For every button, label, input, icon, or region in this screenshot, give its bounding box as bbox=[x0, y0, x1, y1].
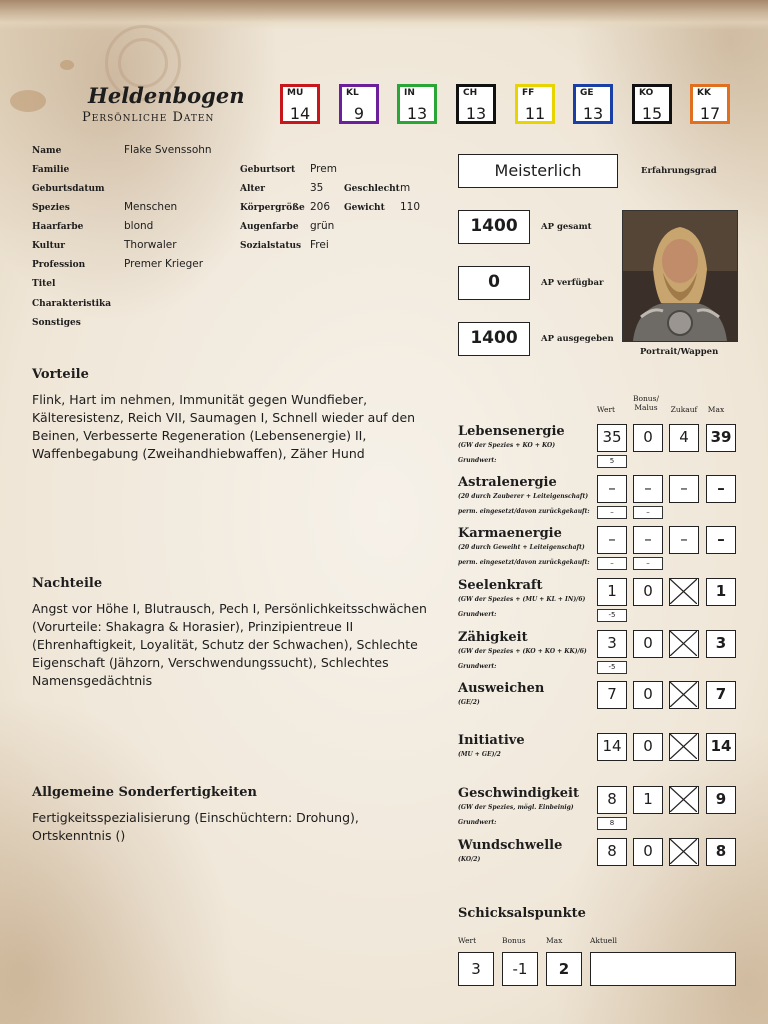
attribute-box-kl[interactable] bbox=[339, 84, 379, 124]
profession-value[interactable]: Premer Krieger bbox=[124, 258, 204, 270]
derived-name: Astralenergie bbox=[458, 475, 557, 490]
attribute-value: 9 bbox=[353, 104, 365, 123]
attribute-value: 11 bbox=[524, 104, 546, 123]
derived-extra-field[interactable]: 8 bbox=[597, 817, 627, 830]
species-value[interactable]: Menschen bbox=[124, 201, 178, 213]
attribute-value: 15 bbox=[641, 104, 663, 123]
age-label: Alter bbox=[240, 184, 266, 194]
derived-formula: (KO/2) bbox=[458, 856, 481, 863]
birthplace-value[interactable]: Prem bbox=[310, 163, 337, 175]
derived-wert-field[interactable]: 1 bbox=[597, 578, 627, 606]
derived-extra-label: Grundwert: bbox=[458, 663, 497, 670]
attribute-value: 17 bbox=[699, 104, 721, 123]
derived-extra-field[interactable]: -5 bbox=[597, 609, 627, 622]
zukauf-crossed-box bbox=[669, 733, 699, 761]
paper-stain bbox=[60, 60, 74, 70]
height-value[interactable]: 206 bbox=[310, 201, 331, 213]
derived-formula: (GW der Spezies + (KO + KO + KK)/6) bbox=[458, 648, 587, 655]
col-header-zukauf: Zukauf bbox=[670, 405, 698, 414]
social-value[interactable]: Frei bbox=[310, 239, 329, 251]
culture-label: Kultur bbox=[32, 241, 66, 251]
special-abilities-title: Allgemeine Sonderfertigkeiten bbox=[32, 785, 257, 800]
derived-name: Karmaenergie bbox=[458, 526, 562, 541]
ap-spent-field[interactable]: 1400 bbox=[458, 322, 530, 356]
sheet-title: Heldenbogen bbox=[88, 83, 245, 108]
zukauf-crossed-box bbox=[669, 630, 699, 658]
derived-formula: (GE/2) bbox=[458, 699, 480, 706]
torn-paper-edge bbox=[0, 0, 768, 30]
derived-bonus-field[interactable]: – bbox=[633, 475, 663, 503]
derived-name: Geschwindigkeit bbox=[458, 786, 579, 801]
fate-bonus-field[interactable]: -1 bbox=[502, 952, 538, 986]
derived-max-field[interactable]: – bbox=[706, 475, 736, 503]
profession-label: Profession bbox=[32, 260, 86, 270]
derived-bonus-field[interactable]: 0 bbox=[633, 733, 663, 761]
decorative-swirl-inner bbox=[118, 38, 168, 88]
attribute-box-kk[interactable] bbox=[690, 84, 730, 124]
fate-wert-label: Wert bbox=[458, 936, 477, 945]
fate-wert-field[interactable]: 3 bbox=[458, 952, 494, 986]
derived-max-field[interactable]: 8 bbox=[706, 838, 736, 866]
ap-total-label: AP gesamt bbox=[541, 222, 592, 232]
zukauf-crossed-box bbox=[669, 578, 699, 606]
portrait-image[interactable] bbox=[622, 210, 738, 342]
derived-zukauf-field[interactable]: 4 bbox=[669, 424, 699, 452]
derived-extra-label: perm. eingesetzt/davon zurückgekauft: bbox=[458, 508, 590, 515]
attribute-key: KK bbox=[697, 88, 711, 98]
derived-extra-label: Grundwert: bbox=[458, 819, 497, 826]
derived-wert-field[interactable]: 7 bbox=[597, 681, 627, 709]
birthdate-label: Geburtsdatum bbox=[32, 184, 105, 194]
fate-max-field[interactable]: 2 bbox=[546, 952, 582, 986]
eyes-label: Augenfarbe bbox=[240, 222, 299, 232]
derived-max-field[interactable]: 7 bbox=[706, 681, 736, 709]
derived-formula: (MU + GE)/2 bbox=[458, 751, 501, 758]
ap-spent-label: AP ausgegeben bbox=[541, 334, 614, 344]
derived-extra-field[interactable]: -5 bbox=[597, 661, 627, 674]
ap-free-label: AP verfügbar bbox=[541, 278, 604, 288]
derived-formula: (GW der Spezies + KO + KO) bbox=[458, 442, 556, 449]
disadvantages-title: Nachteile bbox=[32, 576, 103, 591]
hair-label: Haarfarbe bbox=[32, 222, 84, 232]
attribute-value: 13 bbox=[465, 104, 487, 123]
derived-extra-label: Grundwert: bbox=[458, 457, 497, 464]
name-label: Name bbox=[32, 146, 62, 156]
attribute-key: MU bbox=[287, 88, 304, 98]
derived-max-field[interactable]: 1 bbox=[706, 578, 736, 606]
attribute-box-ko[interactable] bbox=[632, 84, 672, 124]
derived-wert-field[interactable]: – bbox=[597, 526, 627, 554]
derived-zukauf-field[interactable]: – bbox=[669, 475, 699, 503]
height-label: Körpergröße bbox=[240, 203, 305, 213]
name-value[interactable]: Flake Svenssohn bbox=[124, 144, 212, 156]
derived-bonus-field[interactable]: 0 bbox=[633, 838, 663, 866]
age-value[interactable]: 35 bbox=[310, 182, 324, 194]
derived-bonus-field[interactable]: 0 bbox=[633, 681, 663, 709]
zukauf-crossed-box bbox=[669, 786, 699, 814]
experience-level-label: Erfahrungsgrad bbox=[641, 166, 717, 176]
col-header-max: Max bbox=[707, 405, 725, 414]
derived-name: Wundschwelle bbox=[458, 838, 563, 853]
derived-max-field[interactable]: 3 bbox=[706, 630, 736, 658]
derived-extra-label: Grundwert: bbox=[458, 611, 497, 618]
derived-extra-field[interactable]: 5 bbox=[597, 455, 627, 468]
derived-max-field[interactable]: 9 bbox=[706, 786, 736, 814]
misc-label: Sonstiges bbox=[32, 318, 81, 328]
attribute-key: GE bbox=[580, 88, 594, 98]
attribute-box-mu[interactable] bbox=[280, 84, 320, 124]
sex-value[interactable]: m bbox=[400, 182, 411, 194]
sex-label: Geschlecht bbox=[344, 184, 400, 194]
derived-wert-field[interactable]: 3 bbox=[597, 630, 627, 658]
derived-zukauf-field[interactable]: – bbox=[669, 526, 699, 554]
col-header-bonus: Bonus/ Malus bbox=[632, 394, 660, 412]
culture-value[interactable]: Thorwaler bbox=[124, 239, 177, 251]
ap-total-field[interactable]: 1400 bbox=[458, 210, 530, 244]
derived-extra-field[interactable]: – bbox=[633, 506, 663, 519]
attribute-box-ge[interactable] bbox=[573, 84, 613, 124]
experience-level-field[interactable]: Meisterlich bbox=[458, 154, 618, 188]
derived-max-field[interactable]: 14 bbox=[706, 733, 736, 761]
derived-bonus-field[interactable]: – bbox=[633, 526, 663, 554]
paper-stain bbox=[10, 90, 46, 112]
attribute-box-in[interactable] bbox=[397, 84, 437, 124]
zukauf-crossed-box bbox=[669, 838, 699, 866]
advantages-text[interactable]: Flink, Hart im nehmen, Immunität gegen Wundfieber, Kälteresistenz, Reich VII, Saumagen I, Schnell wieder auf den Beinen, Verbesserte Regeneration (Lebensenergie) II, Waffenbegabung (Zweihandhiebwaffen), Zäher Hund bbox=[32, 392, 416, 461]
derived-bonus-field[interactable]: 1 bbox=[633, 786, 663, 814]
derived-wert-field[interactable]: 8 bbox=[597, 786, 627, 814]
col-header-wert: Wert bbox=[596, 405, 616, 414]
fate-aktuell-label: Aktuell bbox=[590, 936, 618, 945]
title-label: Titel bbox=[32, 279, 56, 289]
family-label: Familie bbox=[32, 165, 70, 175]
derived-formula: (20 durch Geweiht + Leiteigenschaft) bbox=[458, 544, 585, 551]
derived-bonus-field[interactable]: 0 bbox=[633, 578, 663, 606]
derived-bonus-field[interactable]: 0 bbox=[633, 630, 663, 658]
derived-wert-field[interactable]: 8 bbox=[597, 838, 627, 866]
derived-name: Ausweichen bbox=[458, 681, 545, 696]
fate-aktuell-field[interactable] bbox=[590, 952, 736, 986]
birthplace-label: Geburtsort bbox=[240, 165, 296, 175]
weight-label: Gewicht bbox=[344, 203, 385, 213]
attribute-box-ch[interactable] bbox=[456, 84, 496, 124]
zukauf-crossed-box bbox=[669, 681, 699, 709]
sheet-subtitle: Persönliche Daten bbox=[82, 110, 215, 125]
ap-free-field[interactable]: 0 bbox=[458, 266, 530, 300]
derived-extra-label: perm. eingesetzt/davon zurückgekauft: bbox=[458, 559, 590, 566]
attribute-box-ff[interactable] bbox=[515, 84, 555, 124]
derived-name: Initiative bbox=[458, 733, 525, 748]
derived-bonus-field[interactable]: 0 bbox=[633, 424, 663, 452]
social-label: Sozialstatus bbox=[240, 241, 302, 251]
derived-wert-field[interactable]: 35 bbox=[597, 424, 627, 452]
hair-value[interactable]: blond bbox=[124, 220, 154, 232]
attribute-value: 13 bbox=[582, 104, 604, 123]
portrait-label: Portrait/Wappen bbox=[640, 347, 719, 357]
derived-formula: (20 durch Zauberer + Leiteigenschaft) bbox=[458, 493, 589, 500]
attribute-key: KL bbox=[346, 88, 359, 98]
species-label: Spezies bbox=[32, 203, 70, 213]
attribute-key: KO bbox=[639, 88, 654, 98]
attribute-key: CH bbox=[463, 88, 478, 98]
derived-name: Seelenkraft bbox=[458, 578, 543, 593]
derived-name: Lebensenergie bbox=[458, 424, 565, 439]
attribute-key: IN bbox=[404, 88, 415, 98]
derived-max-field[interactable]: – bbox=[706, 526, 736, 554]
derived-wert-field[interactable]: 14 bbox=[597, 733, 627, 761]
derived-formula: (GW der Spezies, mögl. Einbeinig) bbox=[458, 804, 574, 811]
fate-max-label: Max bbox=[546, 936, 563, 945]
fate-title: Schicksalspunkte bbox=[458, 906, 586, 921]
derived-extra-field[interactable]: – bbox=[597, 506, 627, 519]
special-abilities-text[interactable]: Fertigkeitsspezialisierung (Einschüchtern: Drohung), Ortskenntnis () bbox=[32, 810, 359, 843]
characteristics-label: Charakteristika bbox=[32, 299, 112, 309]
derived-wert-field[interactable]: – bbox=[597, 475, 627, 503]
disadvantages-text[interactable]: Angst vor Höhe I, Blutrausch, Pech I, Persönlichkeitsschwächen (Vorurteile: Shakagra & Horasier), Prinzipientreue II (Ehrenhaftigkeit, Loyalität, Schutz der Schwachen), Schlechte Eigenschaft (Jähzorn, Verschwendungssucht), Schlechtes Namensgedächtnis bbox=[32, 601, 427, 688]
attribute-key: FF bbox=[522, 88, 535, 98]
weight-value[interactable]: 110 bbox=[400, 201, 421, 213]
derived-name: Zähigkeit bbox=[458, 630, 528, 645]
derived-max-field[interactable]: 39 bbox=[706, 424, 736, 452]
fate-bonus-label: Bonus bbox=[502, 936, 526, 945]
derived-formula: (GW der Spezies + (MU + KL + IN)/6) bbox=[458, 596, 586, 603]
advantages-title: Vorteile bbox=[32, 367, 89, 382]
attribute-value: 14 bbox=[289, 104, 311, 123]
derived-extra-field[interactable]: – bbox=[633, 557, 663, 570]
attribute-value: 13 bbox=[406, 104, 428, 123]
derived-extra-field[interactable]: – bbox=[597, 557, 627, 570]
eyes-value[interactable]: grün bbox=[310, 220, 335, 232]
